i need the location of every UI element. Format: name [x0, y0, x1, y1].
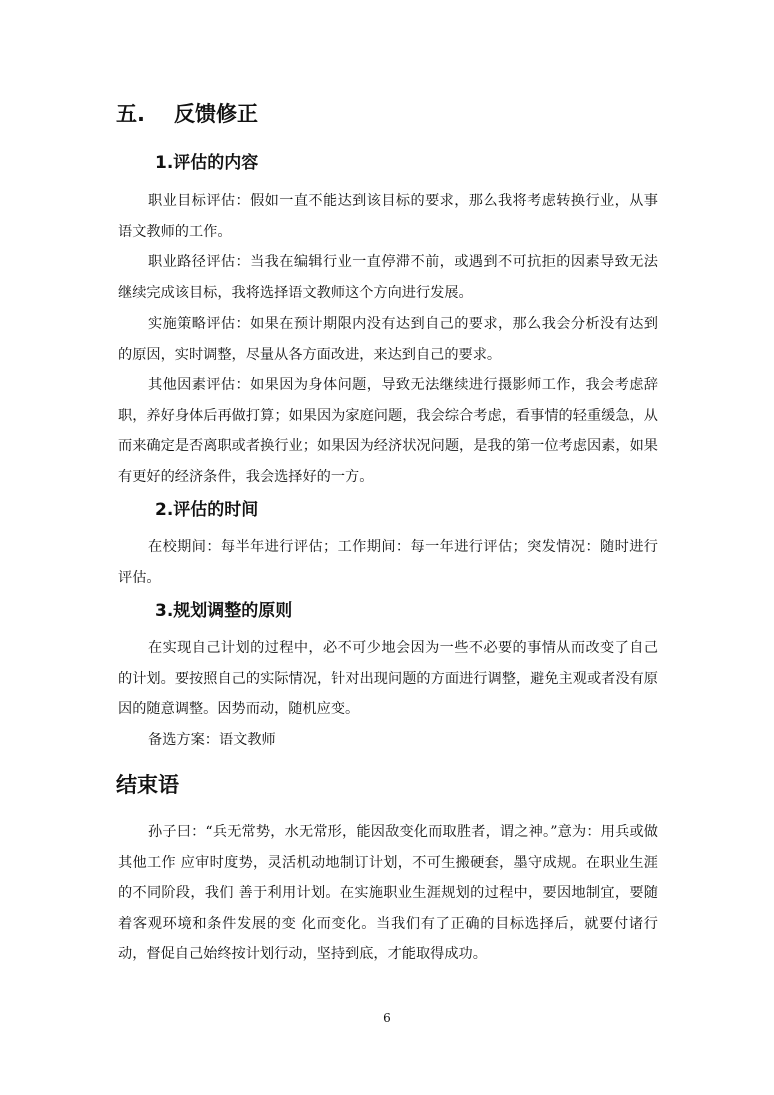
paragraph-evaluation-time: 在校期间：每半年进行评估；工作期间：每一年进行评估；突发情况：随时进行评估。 [118, 539, 658, 586]
paragraph-closing: 孙子曰：“兵无常势，水无常形，能因敌变化而取胜者，谓之神。”意为：用兵或做其他工作 应审时度势，灵活机动地制订计划，不可生搬硬套，墨守成规。在职业生涯的不同阶段，我们 善于利用计划。在实施职业生涯规划的过程中，要因地制宜，要随着客观环境和条件发展的变 化而变化。当我们有了正确的目标选择后，就要付诸行动，督促自己始终按计划行动，坚持到底，才能取得成功。 [118, 824, 658, 963]
paragraph-career-path-evaluation: 职业路径评估：当我在编辑行业一直停滞不前，或遇到不可抗拒的因素导致无法继续完成该目标，我将选择语文教师这个方向进行发展。 [118, 254, 658, 301]
paragraph-strategy-evaluation: 实施策略评估：如果在预计期限内没有达到自己的要求，那么我会分析没有达到的原因，实时调整，尽量从各方面改进，来达到自己的要求。 [118, 316, 658, 363]
paragraph-alternative-plan: 备选方案：语文教师 [148, 732, 276, 748]
page-number: 6 [383, 1011, 391, 1025]
subheading-adjustment-principles: 3.规划调整的原则 [155, 601, 293, 621]
section-heading-feedback [116, 99, 258, 129]
closing-heading: 结束语 [116, 773, 179, 797]
paragraph-career-goal-evaluation: 职业目标评估：假如一直不能达到该目标的要求，那么我将考虑转换行业，从事语文教师的工作。 [118, 193, 658, 240]
section-number: 五. [116, 102, 145, 126]
section-title: 反馈修正 [174, 102, 258, 126]
subheading-evaluation-time: 2.评估的时间 [155, 500, 259, 520]
paragraph-adjustment-principles: 在实现自己计划的过程中，必不可少地会因为一些不必要的事情从而改变了自己的计划。要按照自己的实际情况，针对出现问题的方面进行调整，避免主观或者没有原因的随意调整。因势而动，随机应变。 [118, 640, 658, 718]
subheading-evaluation-content: 1.评估的内容 [155, 153, 259, 173]
paragraph-other-factors-evaluation: 其他因素评估：如果因为身体问题，导致无法继续进行摄影师工作，我会考虑辞职，养好身体后再做打算；如果因为家庭问题，我会综合考虑，看事情的轻重缓急，从而来确定是否离职或者换行业；如果因为经济状况问题，是我的第一位考虑因素，如果有更好的经济条件，我会选择好的一方。 [118, 377, 658, 485]
